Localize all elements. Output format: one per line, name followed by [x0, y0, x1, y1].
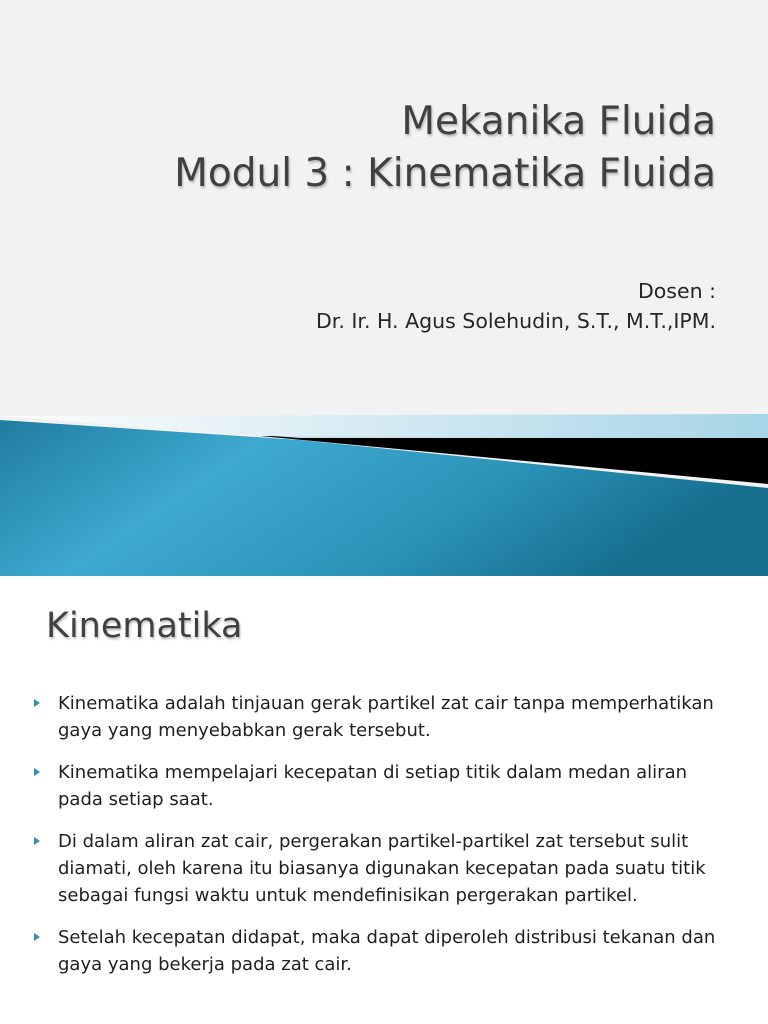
list-item [34, 924, 734, 978]
lecturer-label: Dosen : [637, 279, 716, 303]
bullet-text: Di dalam aliran zat cair, pergerakan partikel-partikel zat tersebut sulit diamati, oleh karena itu biasanya digunakan kecepatan pada suatu titik sebagai fungsi waktu untuk mendefinisikan pergerakan partikel. [58, 831, 706, 906]
slide-title [174, 96, 716, 200]
triangle-right-icon [34, 699, 40, 707]
decorative-wave-band [0, 400, 768, 576]
list-item [34, 828, 734, 909]
bullet-text: Setelah kecepatan didapat, maka dapat diperoleh distribusi tekanan dan gaya yang bekerja pada zat cair. [58, 927, 716, 975]
bullet-text: Kinematika adalah tinjauan gerak partikel zat cair tanpa memperhatikan gaya yang menyebabkan gerak tersebut. [58, 693, 714, 741]
bullet-list [34, 690, 734, 993]
triangle-right-icon [34, 837, 40, 845]
title-line-1: Mekanika Fluida [401, 99, 716, 144]
triangle-right-icon [34, 933, 40, 941]
list-item [34, 690, 734, 744]
bullet-text: Kinematika mempelajari kecepatan di setiap titik dalam medan aliran pada setiap saat. [58, 762, 688, 810]
slide-heading: Kinematika [46, 606, 243, 646]
lecturer-name: Dr. Ir. H. Agus Solehudin, S.T., M.T.,IPM. [316, 309, 716, 333]
lecturer-info [316, 276, 716, 336]
list-item [34, 759, 734, 813]
triangle-right-icon [34, 768, 40, 776]
title-line-2: Modul 3 : Kinematika Fluida [174, 151, 716, 196]
content-slide [0, 576, 768, 1024]
